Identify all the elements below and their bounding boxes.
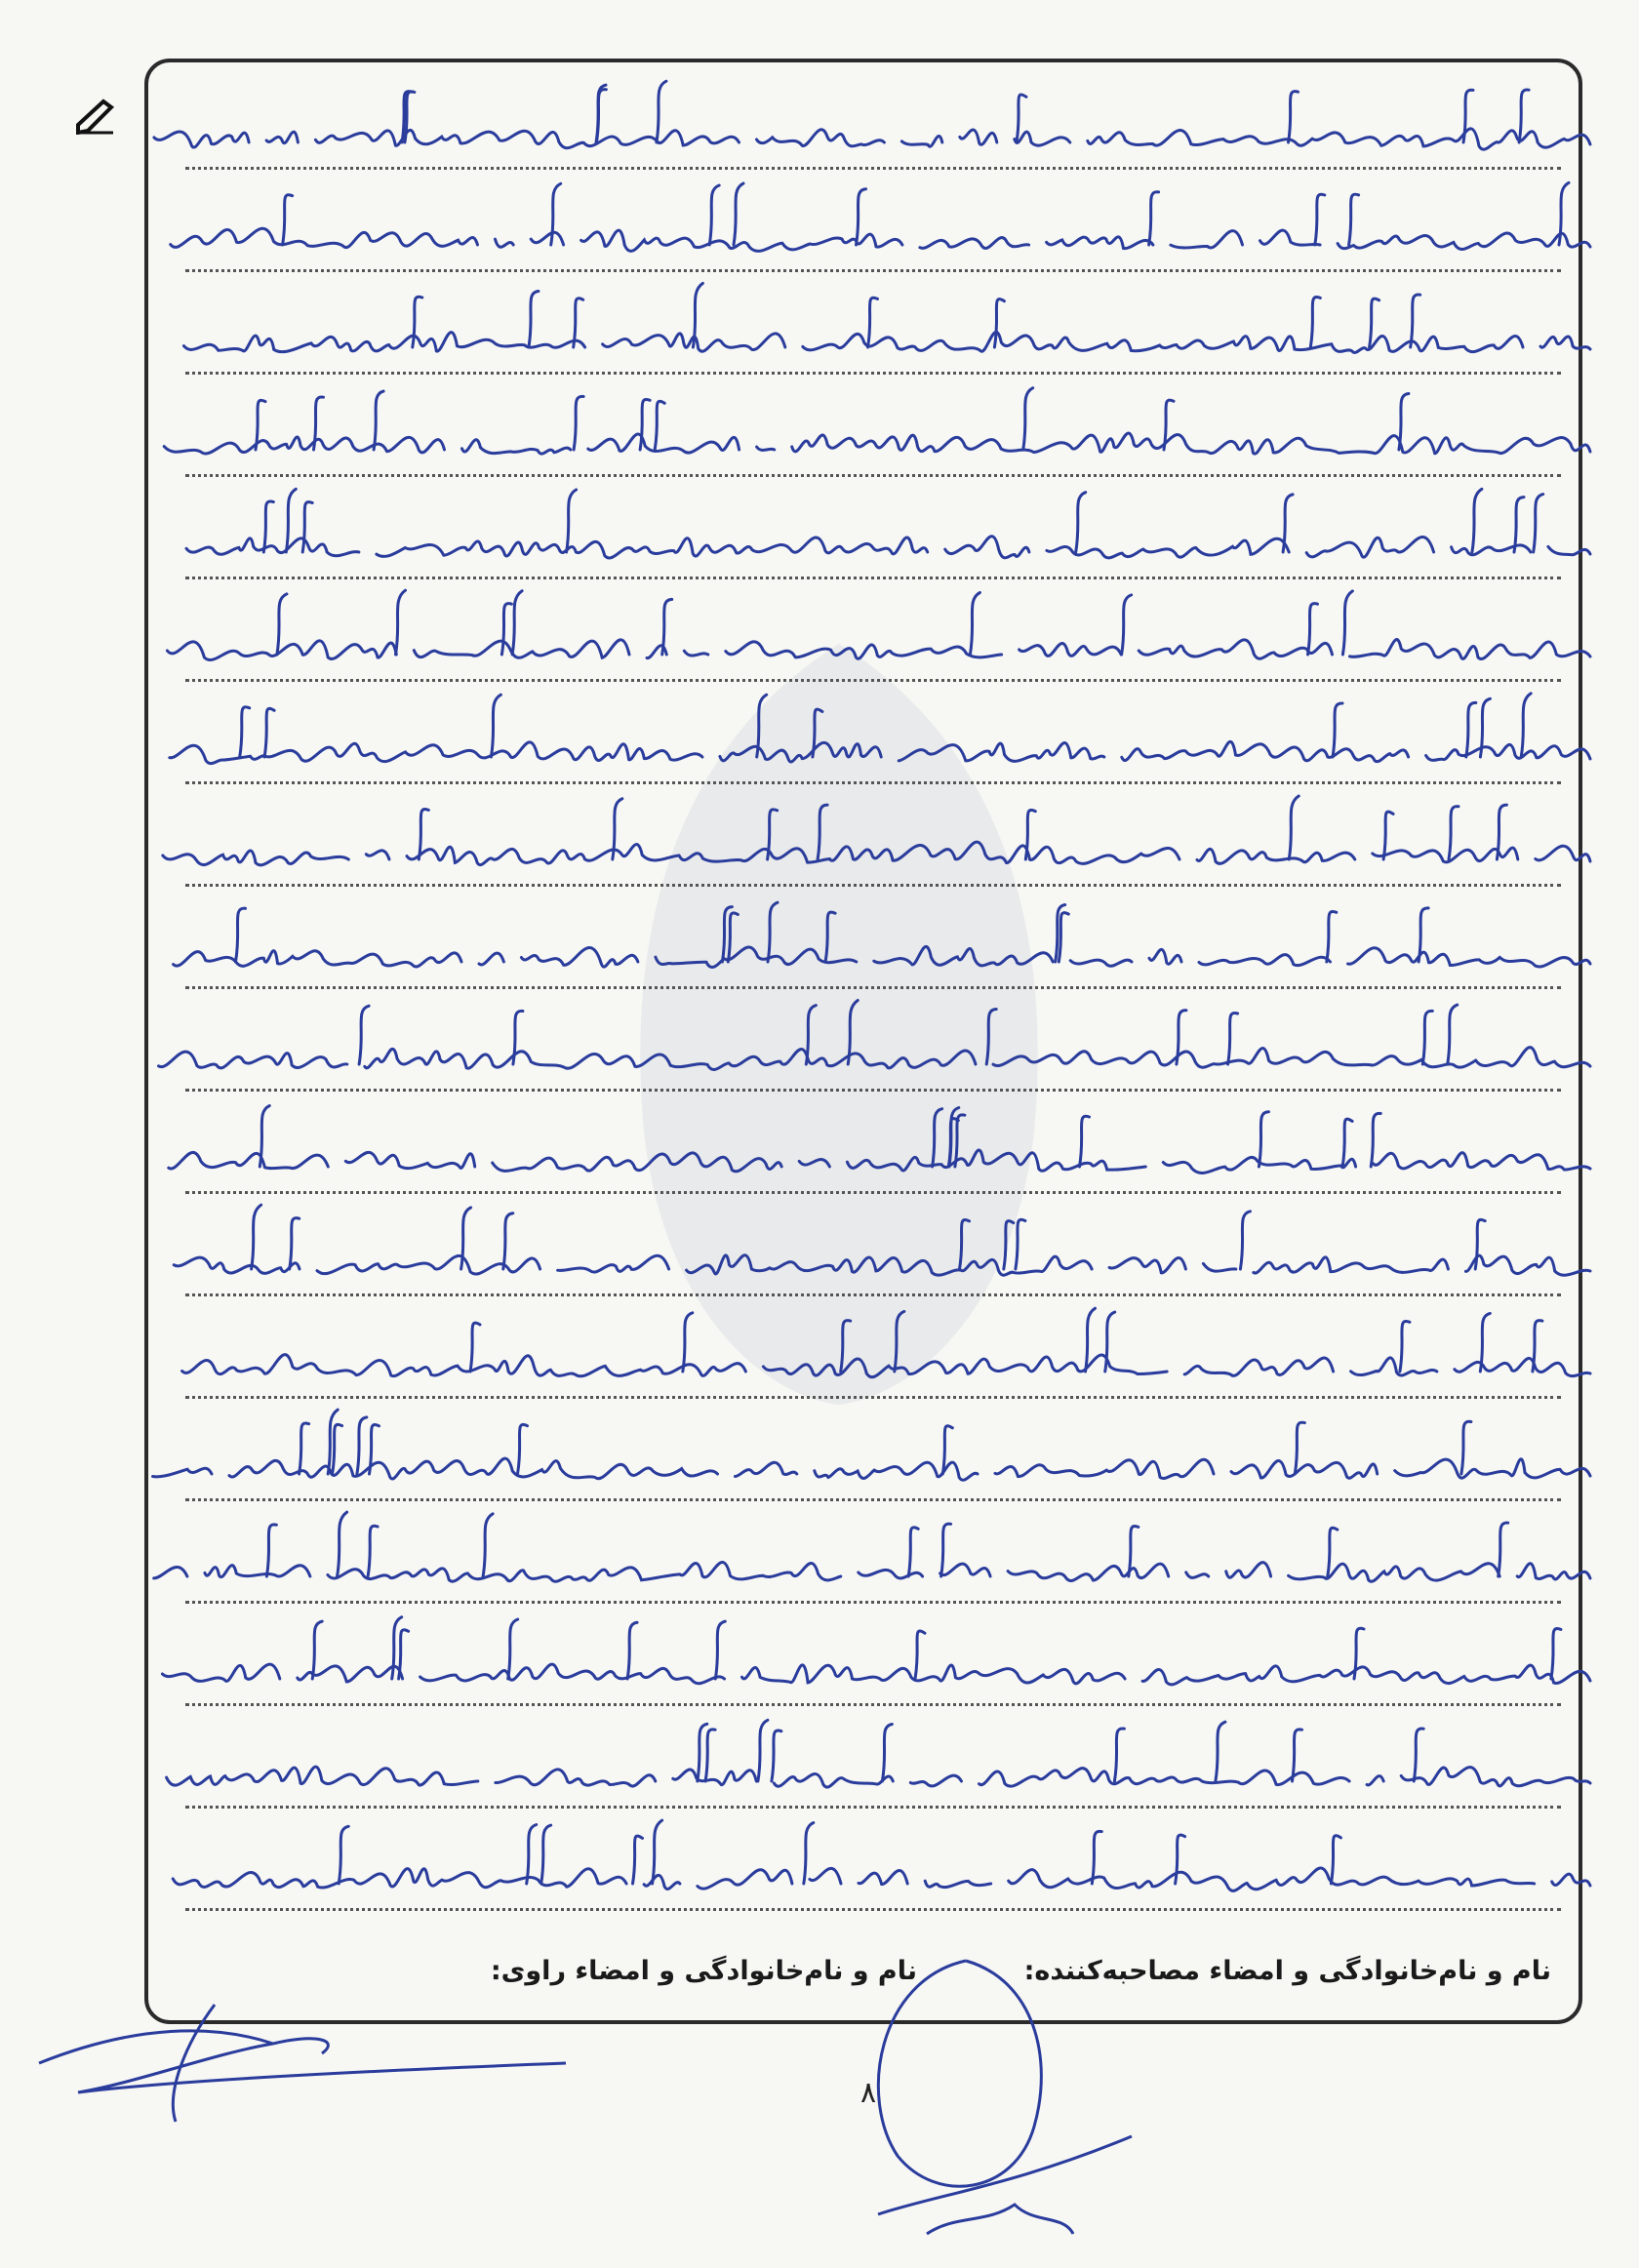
- handwritten-line: [185, 1029, 1561, 1097]
- cursive-ink: [146, 1400, 1610, 1507]
- narrator-signature: [20, 1985, 585, 2131]
- cursive-ink: [146, 1810, 1610, 1917]
- cursive-ink: [146, 376, 1610, 483]
- interviewer-signature-label: نام و نام‌خانوادگی و امضاء مصاحبه‌کننده:: [1023, 1956, 1551, 1986]
- cursive-ink: [146, 1297, 1610, 1405]
- handwritten-line: [185, 517, 1561, 585]
- handwritten-line: [185, 415, 1561, 483]
- handwritten-line: [185, 210, 1561, 278]
- cursive-ink: [146, 1093, 1610, 1200]
- cursive-ink: [146, 478, 1610, 585]
- page-number: ۸: [859, 2076, 877, 2110]
- cursive-ink: [146, 1195, 1610, 1302]
- handwritten-line: [185, 1234, 1561, 1302]
- cursive-ink: [146, 1502, 1610, 1610]
- handwritten-line: [185, 1746, 1561, 1814]
- cursive-ink: [146, 273, 1610, 380]
- cursive-ink: [146, 1605, 1610, 1712]
- cursive-ink: [146, 580, 1610, 688]
- cursive-ink: [146, 683, 1610, 790]
- narrator-signature-label: نام و نام‌خانوادگی و امضاء راوی:: [490, 1956, 917, 1986]
- cursive-ink: [146, 1707, 1610, 1814]
- cursive-ink: [146, 888, 1610, 995]
- handwritten-line: [185, 1849, 1561, 1917]
- cursive-ink: [146, 785, 1610, 893]
- handwritten-line: [185, 1644, 1561, 1712]
- handwritten-line: [185, 1132, 1561, 1200]
- handwritten-line: [185, 1439, 1561, 1507]
- handwritten-line: [185, 1541, 1561, 1610]
- handwritten-line: [185, 312, 1561, 380]
- handwritten-line: [185, 722, 1561, 790]
- handwritten-line: [185, 927, 1561, 995]
- handwritten-line: [185, 1336, 1561, 1405]
- cursive-ink: [146, 171, 1610, 278]
- handwritten-line: [185, 824, 1561, 893]
- cursive-ink: [146, 990, 1610, 1097]
- cursive-ink: [146, 68, 1610, 176]
- handwritten-line: [185, 107, 1561, 176]
- handwritten-line: [185, 619, 1561, 688]
